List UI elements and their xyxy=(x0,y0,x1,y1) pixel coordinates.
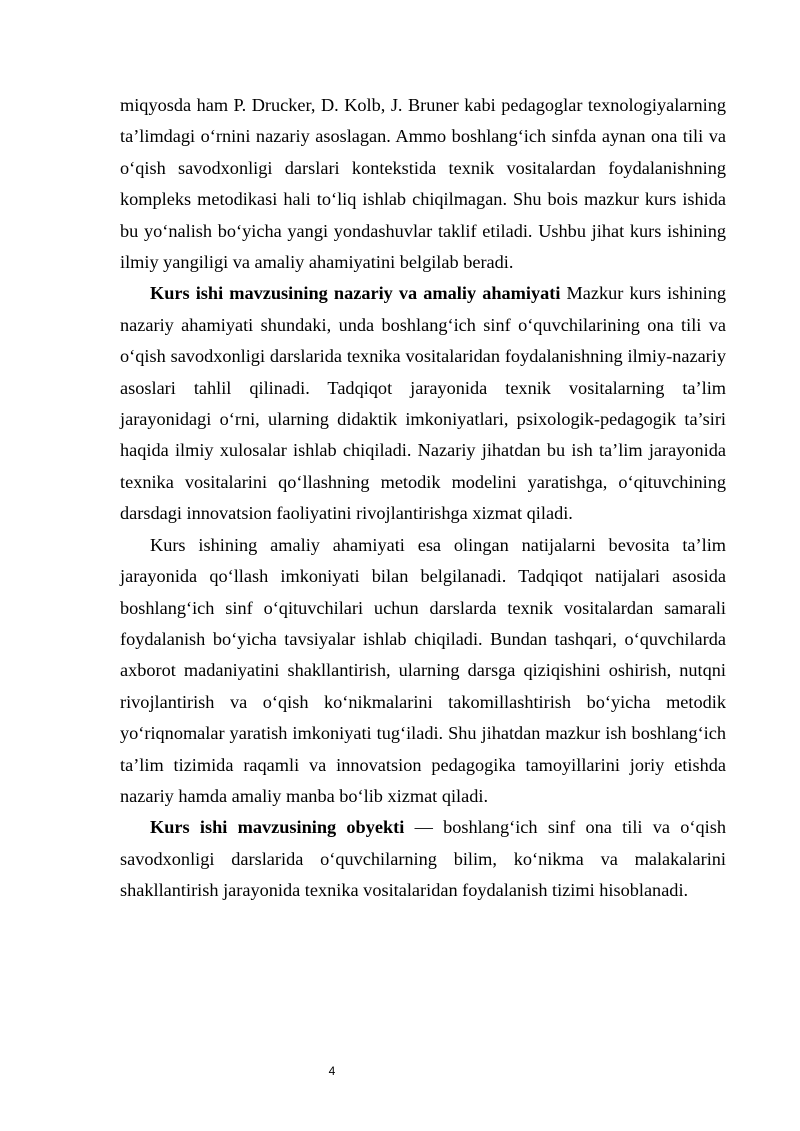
paragraph-continuation: miqyosda ham P. Drucker, D. Kolb, J. Bruner kabi pedagoglar texnologiyalarning ta’limdagi o‘rnini nazariy asoslagan. Ammo boshlang‘ich sinfda aynan ona tili va o‘qish savodxonligi darslari kontekstida texnik vositalardan foydalanishning kompleks metodikasi hali to‘liq ishlab chiqilmagan. Shu bois mazkur kurs ishida bu yo‘nalish bo‘yicha yangi yondashuvlar taklif etiladi. Ushbu jihat kurs ishining ilmiy yangiligi va amaliy ahamiyatini belgilab beradi. xyxy=(120,95,726,273)
section-heading-object: Kurs ishi mavzusining obyekti xyxy=(150,817,405,838)
section-heading-significance: Kurs ishi mavzusining nazariy va amaliy ahamiyati xyxy=(150,283,561,304)
paragraph-significance xyxy=(120,278,726,529)
paragraph-object xyxy=(120,812,726,906)
page-number: 4 xyxy=(328,1064,336,1078)
document-body xyxy=(120,90,726,907)
paragraph-object-text: — boshlang‘ich sinf ona tili va o‘qish savodxonligi darslarida o‘quvchilarning bilim, ko‘nikma va malakalarini shakllantirish jarayonida texnika vositalaridan foydalanish tizimi hisoblanadi. xyxy=(120,817,726,901)
paragraph-significance-text: Mazkur kurs ishining nazariy ahamiyati shundaki, unda boshlang‘ich sinf o‘quvchilarining ona tili va o‘qish savodxonligi darslarida texnika vositalaridan foydalanishning ilmiy-nazariy asoslari tahlil qilinadi. Tadqiqot jarayonida texnik vositalarning ta’lim jarayonidagi o‘rni, ularning didaktik imkoniyatlari, psixologik-pedagogik ta’siri haqida ilmiy xulosalar ishlab chiqiladi. Nazariy jihatdan bu ish ta’lim jarayonida texnika vositalarini qo‘llashning metodik modelini yaratishga, o‘qituvchining darsdagi innovatsion faoliyatini rivojlantirishga xizmat qiladi. xyxy=(120,283,726,524)
paragraph-practical: Kurs ishining amaliy ahamiyati esa olingan natijalarni bevosita ta’lim jarayonida qo‘llash imkoniyati bilan belgilanadi. Tadqiqot natijalari asosida boshlang‘ich sinf o‘qituvchilari uchun darslarda texnik vositalardan samarali foydalanish bo‘yicha tavsiyalar ishlab chiqiladi. Bundan tashqari, o‘quvchilarda axborot madaniyatini shakllantirish, ularning darsga qiziqishini oshirish, nutqni rivojlantirish va o‘qish ko‘nikmalarini takomillashtirish bo‘yicha metodik yo‘riqnomalar yaratish imkoniyati tug‘iladi. Shu jihatdan mazkur ish boshlang‘ich ta’lim tizimida raqamli va innovatsion pedagogika tamoyillarini joriy etishda nazariy hamda amaliy manba bo‘lib xizmat qiladi. xyxy=(120,534,726,806)
